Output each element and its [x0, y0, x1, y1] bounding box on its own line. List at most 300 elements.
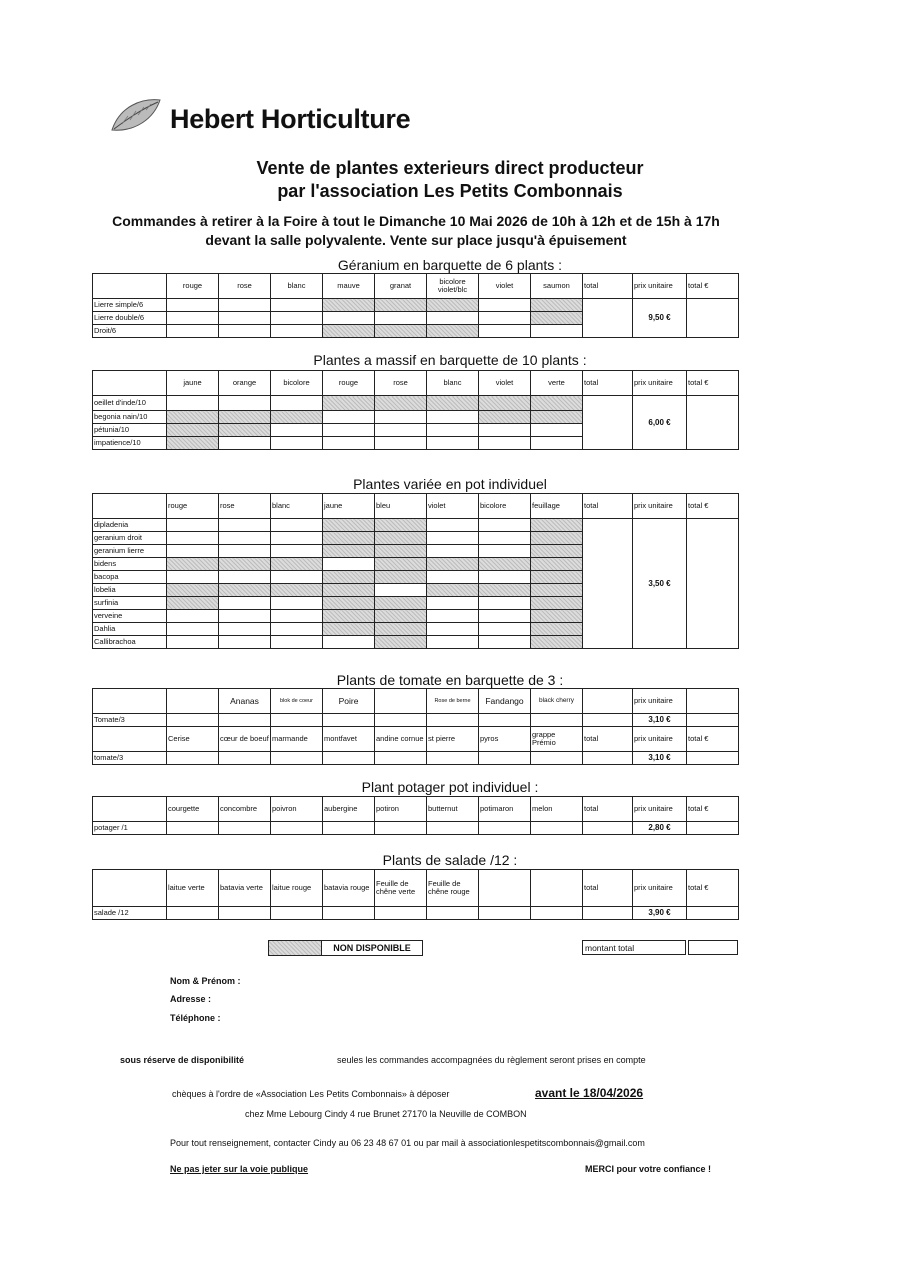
col-header-total: total: [583, 494, 633, 519]
reserve-note: sous réserve de disponibilité: [120, 1055, 245, 1065]
nom-label: Nom & Prénom :: [170, 976, 241, 986]
unavailable-cell: [375, 571, 427, 584]
qty-cell[interactable]: [427, 571, 479, 584]
unavailable-cell: [323, 396, 375, 411]
unavailable-cell: [323, 299, 375, 312]
qty-cell[interactable]: [271, 437, 323, 450]
qty-cell[interactable]: [271, 299, 323, 312]
unavailable-cell: [531, 571, 583, 584]
qty-cell[interactable]: [219, 299, 271, 312]
col-header: laitue rouge: [271, 870, 323, 907]
unavailable-cell: [167, 411, 219, 424]
col-header: aubergine: [323, 797, 375, 822]
qty-cell[interactable]: [479, 597, 531, 610]
massif-title: Plantes a massif en barquette de 10 plants :: [313, 352, 587, 368]
order-notice: Commandes à retirer à la Foire à tout le Dimanche 10 Mai 2026 de 10h à 12h et de 15h à 17h devant la salle polyvalente. Vente sur place jusqu'à épuisement: [112, 213, 720, 248]
qty-cell[interactable]: [323, 636, 375, 649]
unavailable-cell: [531, 299, 583, 312]
pot-table: [92, 493, 739, 649]
montant-total-label: montant total: [582, 940, 686, 955]
qty-cell[interactable]: [219, 597, 271, 610]
geranium-title: Géranium en barquette de 6 plants :: [337, 257, 563, 273]
qty-cell[interactable]: [271, 623, 323, 636]
row-label: lobelia: [93, 584, 167, 597]
qty-cell[interactable]: [427, 610, 479, 623]
qty-cell[interactable]: [479, 519, 531, 532]
unavailable-cell: [271, 584, 323, 597]
qty-cell[interactable]: [375, 822, 427, 835]
qty-cell[interactable]: [271, 424, 323, 437]
qty-cell[interactable]: [167, 396, 219, 411]
qty-cell[interactable]: [531, 907, 583, 920]
pot-title: Plantes variée en pot individuel: [353, 476, 547, 492]
qty-cell[interactable]: [271, 532, 323, 545]
col-header-total-euro: total €: [687, 870, 739, 907]
col-header: courgette: [167, 797, 219, 822]
col-header: andine cornue: [375, 727, 427, 752]
qty-cell[interactable]: [167, 752, 219, 765]
col-header: Feuille de chêne rouge: [427, 870, 479, 907]
qty-cell[interactable]: [167, 532, 219, 545]
col-header: rouge: [323, 371, 375, 396]
unavailable-cell: [167, 584, 219, 597]
total-cell[interactable]: [583, 822, 633, 835]
qty-cell[interactable]: [531, 822, 583, 835]
qty-cell[interactable]: [427, 437, 479, 450]
qty-cell[interactable]: [427, 312, 479, 325]
qty-cell[interactable]: [531, 325, 583, 338]
col-header: rouge: [167, 274, 219, 299]
col-header: [531, 870, 583, 907]
col-header-prix: prix unitaire: [633, 727, 687, 752]
qty-cell[interactable]: [479, 312, 531, 325]
unavailable-cell: [167, 424, 219, 437]
qty-cell[interactable]: [167, 610, 219, 623]
unavailable-cell: [531, 411, 583, 424]
qty-cell[interactable]: [531, 714, 583, 727]
unavailable-cell: [323, 532, 375, 545]
contact-note: Pour tout renseignement, contacter Cindy au 06 23 48 67 01 ou par mail à associationlespetitscombonnais@gmail.com: [170, 1138, 645, 1148]
qty-cell[interactable]: [531, 424, 583, 437]
qty-cell[interactable]: [323, 411, 375, 424]
col-header: rose: [219, 274, 271, 299]
unavailable-cell: [531, 597, 583, 610]
qty-cell[interactable]: [167, 545, 219, 558]
row-label: potager /1: [93, 822, 167, 835]
qty-cell[interactable]: [479, 424, 531, 437]
row-label: oeillet d'inde/10: [93, 396, 167, 411]
row-label: Tomate/3: [93, 714, 167, 727]
col-header: grappe Prémio: [531, 727, 583, 752]
qty-cell[interactable]: [219, 545, 271, 558]
qty-cell[interactable]: [219, 532, 271, 545]
unavailable-cell: [375, 396, 427, 411]
col-header: blanc: [271, 274, 323, 299]
qty-cell[interactable]: [271, 714, 323, 727]
qty-cell[interactable]: [271, 519, 323, 532]
qty-cell[interactable]: [479, 545, 531, 558]
unavailable-cell: [219, 558, 271, 571]
col-header: Rose de berne: [427, 689, 479, 714]
row-label: bidens: [93, 558, 167, 571]
col-header: [167, 689, 219, 714]
col-header: bicolore: [271, 371, 323, 396]
unavailable-cell: [375, 623, 427, 636]
unavailable-cell: [323, 545, 375, 558]
qty-cell[interactable]: [375, 424, 427, 437]
qty-cell[interactable]: [219, 312, 271, 325]
col-header: pyros: [479, 727, 531, 752]
unavailable-cell: [531, 396, 583, 411]
qty-cell[interactable]: [427, 411, 479, 424]
total-cell[interactable]: [583, 752, 633, 765]
unavailable-cell: [375, 299, 427, 312]
qty-cell[interactable]: [271, 396, 323, 411]
unavailable-cell: [531, 545, 583, 558]
col-header: rose: [219, 494, 271, 519]
qty-cell[interactable]: [219, 907, 271, 920]
unavailable-cell: [479, 411, 531, 424]
qty-cell[interactable]: [271, 752, 323, 765]
col-header-prix: prix unitaire: [633, 371, 687, 396]
col-header-total-euro: total €: [687, 371, 739, 396]
unavailable-cell: [167, 597, 219, 610]
unavailable-cell: [375, 610, 427, 623]
col-header-total: total: [583, 797, 633, 822]
potager-table: [92, 796, 739, 835]
massif-table: [92, 370, 739, 450]
montant-total-field[interactable]: [688, 940, 738, 955]
telephone-label: Téléphone :: [170, 1013, 221, 1023]
row-label: dipladenia: [93, 519, 167, 532]
col-header-prix: prix unitaire: [633, 494, 687, 519]
qty-cell[interactable]: [271, 545, 323, 558]
qty-cell[interactable]: [323, 714, 375, 727]
col-header: bleu: [375, 494, 427, 519]
qty-cell[interactable]: [167, 714, 219, 727]
unavailable-cell: [323, 610, 375, 623]
voie-publique-note: Ne pas jeter sur la voie publique: [170, 1164, 309, 1174]
col-header-total: total: [583, 870, 633, 907]
col-header: bicolore: [479, 494, 531, 519]
unit-price: 6,00 €: [633, 396, 687, 450]
row-label: pétunia/10: [93, 424, 167, 437]
row-label: Lierre double/6: [93, 312, 167, 325]
unavailable-cell: [323, 597, 375, 610]
unit-price: 2,80 €: [633, 822, 687, 835]
page-title: Vente de plantes exterieurs direct producteur: [256, 158, 644, 178]
total-euro-cell[interactable]: [687, 714, 739, 727]
qty-cell[interactable]: [271, 571, 323, 584]
col-header: violet: [479, 371, 531, 396]
unavailable-cell: [375, 545, 427, 558]
unavailable-cell: [323, 584, 375, 597]
qty-cell[interactable]: [479, 299, 531, 312]
unavailable-cell: [167, 437, 219, 450]
page-subtitle: par l'association Les Petits Combonnais: [277, 181, 623, 201]
unit-price: 3,10 €: [633, 752, 687, 765]
col-header: bicolore violet/blc: [427, 274, 479, 299]
qty-cell[interactable]: [531, 752, 583, 765]
unavailable-legend: NON DISPONIBLE: [321, 940, 423, 956]
qty-cell[interactable]: [479, 623, 531, 636]
unavailable-cell: [375, 519, 427, 532]
qty-cell[interactable]: [219, 714, 271, 727]
unavailable-cell: [219, 584, 271, 597]
deadline: avant le 18/04/2026: [535, 1086, 644, 1100]
qty-cell[interactable]: [167, 299, 219, 312]
col-header-total-euro: total €: [687, 727, 739, 752]
qty-cell[interactable]: [323, 558, 375, 571]
unit-price: 3,90 €: [633, 907, 687, 920]
potager-title: Plant potager pot individuel :: [361, 779, 539, 795]
qty-cell[interactable]: [271, 597, 323, 610]
col-header: blok de coeur: [271, 689, 323, 714]
qty-cell[interactable]: [375, 437, 427, 450]
qty-cell[interactable]: [375, 584, 427, 597]
col-header-total-euro: total €: [687, 797, 739, 822]
unavailable-cell: [271, 411, 323, 424]
qty-cell[interactable]: [167, 822, 219, 835]
salade-table: [92, 869, 739, 920]
qty-cell[interactable]: [219, 519, 271, 532]
unit-price: 3,10 €: [633, 714, 687, 727]
unavailable-cell: [531, 636, 583, 649]
col-header-total-euro: total €: [687, 274, 739, 299]
col-header-total: total: [583, 371, 633, 396]
col-header: feuillage: [531, 494, 583, 519]
unavailable-cell: [219, 424, 271, 437]
unavailable-cell: [167, 558, 219, 571]
total-euro-cell[interactable]: [687, 907, 739, 920]
unavailable-cell: [219, 411, 271, 424]
qty-cell[interactable]: [479, 437, 531, 450]
col-header-prix: prix unitaire: [633, 689, 687, 714]
qty-cell[interactable]: [479, 714, 531, 727]
qty-cell[interactable]: [479, 325, 531, 338]
unavailable-cell: [375, 597, 427, 610]
col-header: batavia verte: [219, 870, 271, 907]
total-euro-cell[interactable]: [687, 752, 739, 765]
row-label: geranium droit: [93, 532, 167, 545]
col-header: [479, 870, 531, 907]
qty-cell[interactable]: [219, 623, 271, 636]
qty-cell[interactable]: [479, 822, 531, 835]
col-header: poivron: [271, 797, 323, 822]
total-cell[interactable]: [583, 519, 633, 649]
qty-cell[interactable]: [323, 312, 375, 325]
qty-cell[interactable]: [427, 752, 479, 765]
qty-cell[interactable]: [219, 636, 271, 649]
qty-cell[interactable]: [271, 907, 323, 920]
col-header: potimaron: [479, 797, 531, 822]
unavailable-cell: [323, 571, 375, 584]
col-header: montfavet: [323, 727, 375, 752]
col-header: potiron: [375, 797, 427, 822]
unavailable-cell: [479, 558, 531, 571]
qty-cell[interactable]: [219, 752, 271, 765]
qty-cell[interactable]: [323, 907, 375, 920]
unavailable-cell: [375, 532, 427, 545]
qty-cell[interactable]: [323, 437, 375, 450]
col-header: violet: [479, 274, 531, 299]
qty-cell[interactable]: [219, 571, 271, 584]
reglement-note: seules les commandes accompagnées du règlement seront prises en compte: [337, 1055, 646, 1065]
col-header: Feuille de chêne verte: [375, 870, 427, 907]
row-label: Callibrachoa: [93, 636, 167, 649]
qty-cell[interactable]: [479, 907, 531, 920]
merci-note: MERCI pour votre confiance !: [585, 1164, 712, 1174]
col-header: Ananas: [219, 689, 271, 714]
unavailable-cell: [323, 519, 375, 532]
qty-cell[interactable]: [271, 610, 323, 623]
geranium-table: [92, 273, 739, 338]
unavailable-cell: [531, 519, 583, 532]
qty-cell[interactable]: [271, 636, 323, 649]
col-header: blanc: [427, 371, 479, 396]
unavailable-cell: [427, 299, 479, 312]
col-header: melon: [531, 797, 583, 822]
leaf-logo-icon: [108, 96, 164, 136]
col-header: Poire: [323, 689, 375, 714]
total-euro-cell[interactable]: [687, 299, 739, 338]
col-header: granat: [375, 274, 427, 299]
row-label: impatience/10: [93, 437, 167, 450]
col-header: laitue verte: [167, 870, 219, 907]
qty-cell[interactable]: [219, 325, 271, 338]
adresse-label: Adresse :: [170, 994, 212, 1004]
col-header: rose: [375, 371, 427, 396]
qty-cell[interactable]: [427, 714, 479, 727]
qty-cell[interactable]: [167, 519, 219, 532]
col-header: saumon: [531, 274, 583, 299]
qty-cell[interactable]: [167, 636, 219, 649]
col-header-prix: prix unitaire: [633, 870, 687, 907]
col-header-total-euro: total €: [687, 494, 739, 519]
col-header: concombre: [219, 797, 271, 822]
qty-cell[interactable]: [323, 752, 375, 765]
col-header: violet: [427, 494, 479, 519]
depot-address: chez Mme Lebourg Cindy 4 rue Brunet 27170 la Neuville de COMBON: [245, 1109, 527, 1119]
unavailable-cell: [531, 532, 583, 545]
qty-cell[interactable]: [375, 752, 427, 765]
qty-cell[interactable]: [427, 519, 479, 532]
total-cell[interactable]: [583, 396, 633, 450]
qty-cell[interactable]: [531, 437, 583, 450]
row-label: Droit/6: [93, 325, 167, 338]
qty-cell[interactable]: [479, 532, 531, 545]
total-euro-cell[interactable]: [687, 396, 739, 450]
unavailable-cell: [323, 325, 375, 338]
qty-cell[interactable]: [375, 312, 427, 325]
col-header: mauve: [323, 274, 375, 299]
unavailable-cell: [531, 584, 583, 597]
unavailable-swatch: [268, 940, 322, 956]
unavailable-cell: [375, 325, 427, 338]
unavailable-cell: [479, 396, 531, 411]
col-header: batavia rouge: [323, 870, 375, 907]
qty-cell[interactable]: [375, 907, 427, 920]
total-euro-cell[interactable]: [687, 519, 739, 649]
col-header-total: total: [583, 727, 633, 752]
qty-cell[interactable]: [323, 822, 375, 835]
salade-title: Plants de salade /12 :: [382, 852, 518, 868]
qty-cell[interactable]: [427, 623, 479, 636]
col-header: st pierre: [427, 727, 479, 752]
total-cell[interactable]: [583, 907, 633, 920]
unavailable-cell: [375, 636, 427, 649]
qty-cell[interactable]: [271, 822, 323, 835]
qty-cell[interactable]: [479, 610, 531, 623]
qty-cell[interactable]: [167, 623, 219, 636]
qty-cell[interactable]: [219, 396, 271, 411]
qty-cell[interactable]: [479, 752, 531, 765]
qty-cell[interactable]: [427, 424, 479, 437]
unavailable-cell: [427, 325, 479, 338]
qty-cell[interactable]: [427, 545, 479, 558]
qty-cell[interactable]: [375, 714, 427, 727]
qty-cell[interactable]: [167, 312, 219, 325]
unavailable-cell: [427, 584, 479, 597]
col-header: cœur de boeuf: [219, 727, 271, 752]
qty-cell[interactable]: [219, 822, 271, 835]
unavailable-cell: [531, 610, 583, 623]
total-euro-cell[interactable]: [687, 822, 739, 835]
qty-cell[interactable]: [167, 907, 219, 920]
col-header: rouge: [167, 494, 219, 519]
row-label: salade /12: [93, 907, 167, 920]
qty-cell[interactable]: [167, 571, 219, 584]
qty-cell[interactable]: [219, 437, 271, 450]
qty-cell[interactable]: [479, 571, 531, 584]
col-header-prix: prix unitaire: [633, 797, 687, 822]
qty-cell[interactable]: [479, 636, 531, 649]
col-header-prix: prix unitaire: [633, 274, 687, 299]
unit-price: 3,50 €: [633, 519, 687, 649]
qty-cell[interactable]: [271, 312, 323, 325]
qty-cell[interactable]: [427, 907, 479, 920]
row-label: tomate/3: [93, 752, 167, 765]
row-label: Dahlia: [93, 623, 167, 636]
total-cell[interactable]: [583, 714, 633, 727]
unavailable-cell: [531, 558, 583, 571]
qty-cell[interactable]: [323, 424, 375, 437]
qty-cell[interactable]: [427, 597, 479, 610]
row-label: Lierre simple/6: [93, 299, 167, 312]
qty-cell[interactable]: [219, 610, 271, 623]
col-header: Cerise: [167, 727, 219, 752]
col-header: black cherry: [531, 689, 583, 714]
col-header: Fandango: [479, 689, 531, 714]
unavailable-cell: [479, 584, 531, 597]
col-header: butternut: [427, 797, 479, 822]
row-label: begonia nain/10: [93, 411, 167, 424]
total-cell[interactable]: [583, 299, 633, 338]
qty-cell[interactable]: [375, 411, 427, 424]
qty-cell[interactable]: [427, 822, 479, 835]
unavailable-cell: [323, 623, 375, 636]
unavailable-cell: [427, 558, 479, 571]
col-header: blanc: [271, 494, 323, 519]
qty-cell[interactable]: [167, 325, 219, 338]
qty-cell[interactable]: [427, 636, 479, 649]
col-header: orange: [219, 371, 271, 396]
col-header: [375, 689, 427, 714]
col-header: verte: [531, 371, 583, 396]
unavailable-cell: [271, 558, 323, 571]
qty-cell[interactable]: [427, 532, 479, 545]
qty-cell[interactable]: [271, 325, 323, 338]
